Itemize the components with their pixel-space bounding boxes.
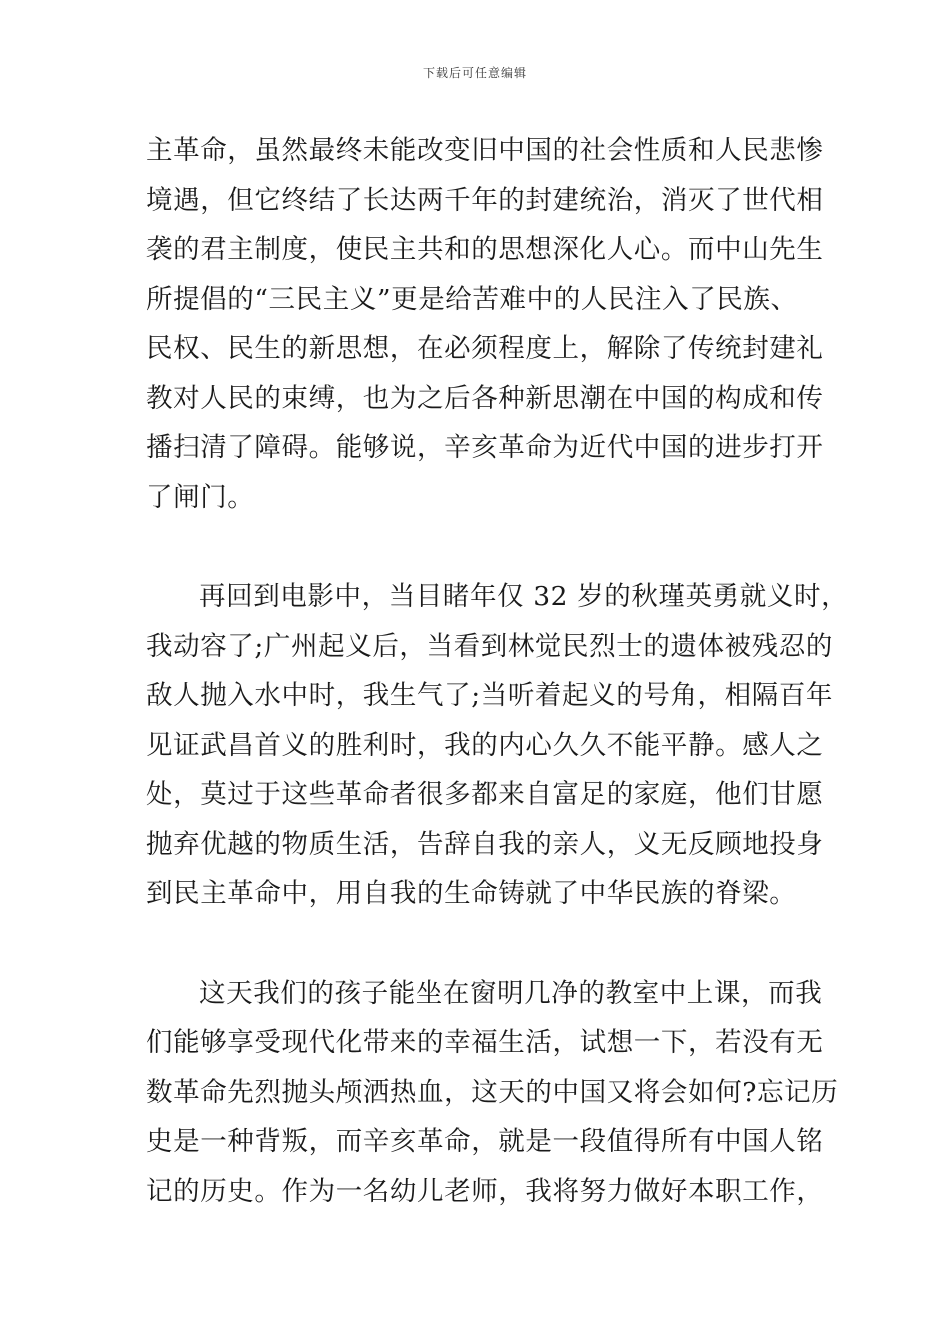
- text-line: 袭的君主制度，使民主共和的思想深化人心。而中山先生: [146, 234, 824, 265]
- text-line: 数革命先烈抛头颅洒热血，这天的中国又将会如何?忘记历: [146, 1076, 839, 1108]
- paragraph-2: [146, 572, 849, 919]
- text-line: 们能够享受现代化带来的幸福生活，试想一下，若没有无: [146, 1027, 824, 1058]
- text-line: 处，莫过于这些革命者很多都来自富足的家庭，他们甘愿: [146, 779, 824, 810]
- text-line: 播扫清了障碍。能够说，辛亥革命为近代中国的进步打开: [146, 432, 824, 463]
- paragraph-1: [146, 126, 824, 522]
- document-body: [146, 126, 849, 1216]
- text-line: 史是一种背叛，而辛亥革命，就是一段值得所有中国人铭: [146, 1126, 824, 1157]
- paragraph-gap: [146, 522, 806, 572]
- text-line: 这天我们的孩子能坐在窗明几净的教室中上课，而我: [199, 977, 823, 1009]
- text-line: 抛弃优越的物质生活，告辞自我的亲人，义无反顾地投身: [146, 828, 824, 860]
- paragraph-3: [146, 969, 839, 1217]
- text-line: 所提倡的“三民主义”更是给苦难中的人民注入了民族、: [146, 283, 798, 315]
- page-header-note: 下载后可任意编辑: [422, 66, 527, 80]
- text-line: 教对人民的束缚，也为之后各种新思潮在中国的构成和传: [146, 382, 824, 414]
- text-line: 敌人抛入水中时，我生气了;当听着起义的号角，相隔百年: [146, 680, 834, 711]
- text-line: 见证武昌首义的胜利时，我的内心久久不能平静。感人之: [146, 729, 824, 761]
- text-line: 到民主革命中，用自我的生命铸就了中华民族的脊梁。: [146, 878, 797, 909]
- text-line: 再回到电影中，当目睹年仅 32 岁的秋瑾英勇就义时，: [199, 581, 849, 612]
- text-line: 主革命，虽然最终未能改变旧中国的社会性质和人民悲惨: [146, 135, 824, 166]
- text-line: 民权、民生的新思想，在必须程度上，解除了传统封建礼: [146, 333, 824, 364]
- text-line: 记的历史。作为一名幼儿老师，我将努力做好本职工作，: [146, 1175, 824, 1207]
- text-line: 了闸门。: [146, 481, 255, 513]
- text-line: 我动容了;广州起义后，当看到林觉民烈士的遗体被残忍的: [146, 630, 834, 662]
- paragraph-gap: [146, 919, 806, 969]
- text-line: 境遇，但它终结了长达两千年的封建统治，消灭了世代相: [146, 184, 824, 216]
